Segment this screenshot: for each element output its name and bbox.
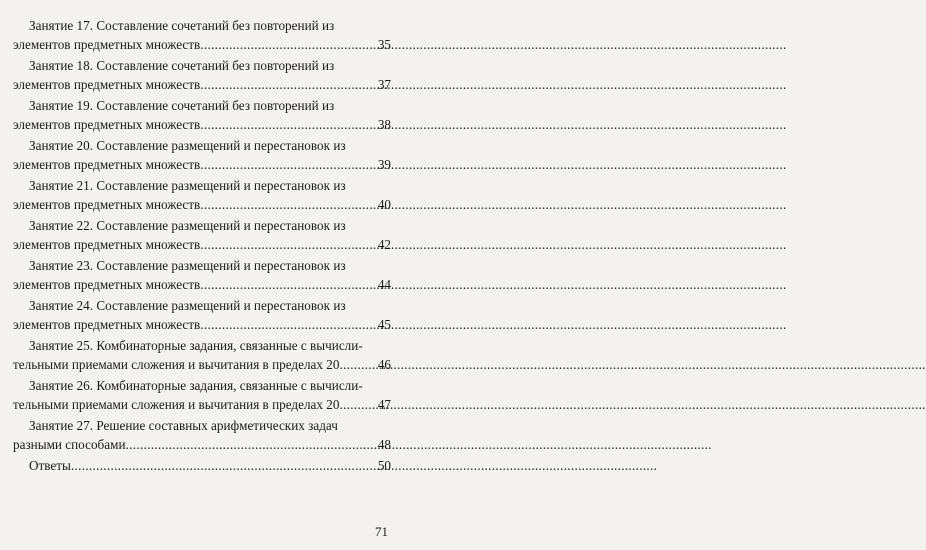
- dot-leader: [200, 276, 377, 295]
- toc-entry-27: [13, 417, 391, 454]
- toc-entry-title: Занятие 27. Решение составных арифметических задач: [29, 418, 338, 433]
- toc-entry-continuation: элементов предметных множеств: [13, 316, 201, 332]
- toc-page-number: 40: [377, 196, 391, 212]
- toc-page-number: 39: [377, 156, 391, 172]
- toc-page-number: 42: [377, 236, 391, 252]
- dot-leader: [200, 236, 377, 255]
- dot-leader: [200, 76, 377, 95]
- toc-entry-19: [13, 97, 391, 134]
- dot-leader: [200, 156, 377, 175]
- toc-entry-continuation: элементов предметных множеств: [13, 196, 201, 212]
- dot-leader: [126, 436, 377, 455]
- toc-entry-title: Занятие 24. Составление размещений и перестановок из: [29, 298, 346, 313]
- toc-page-number: 44: [377, 276, 391, 292]
- toc-page-number: 35: [377, 36, 391, 52]
- toc-page-number: 47: [377, 396, 391, 412]
- toc-entry-18: [13, 57, 391, 94]
- toc-entry-title: Занятие 26. Комбинаторные задания, связанные с вычисли-: [29, 378, 363, 393]
- toc-entry-22: [13, 217, 391, 254]
- toc-entry-23: [13, 257, 391, 294]
- dot-leader: [339, 396, 376, 415]
- page-number: 71: [375, 524, 388, 539]
- toc-entry-continuation: элементов предметных множеств: [13, 76, 201, 92]
- dot-leader: [71, 457, 377, 476]
- toc-entry-20: [13, 137, 391, 174]
- toc-entry-21: [13, 177, 391, 214]
- toc-answers-label: Ответы: [29, 458, 71, 473]
- toc-entry-continuation: тельными приемами сложения и вычитания в пределах 20: [13, 356, 340, 372]
- toc-entry-title: Занятие 20. Составление размещений и перестановок из: [29, 138, 346, 153]
- toc-entry-continuation: тельными приемами сложения и вычитания в пределах 20: [13, 396, 340, 412]
- toc-entry-title: Занятие 23. Составление размещений и перестановок из: [29, 258, 346, 273]
- dot-leader: [200, 36, 377, 55]
- dot-leader: [200, 316, 377, 335]
- toc-entry-24: [13, 297, 391, 334]
- toc-entry-25: [13, 337, 391, 374]
- toc-entry-continuation: элементов предметных множеств: [13, 276, 201, 292]
- toc-entry-title: Занятие 22. Составление размещений и перестановок из: [29, 218, 346, 233]
- toc-entry-title: Занятие 18. Составление сочетаний без повторений из: [29, 58, 335, 73]
- toc-entry-17: [13, 17, 391, 54]
- toc-entry-continuation: элементов предметных множеств: [13, 156, 201, 172]
- table-of-contents: [13, 17, 391, 479]
- toc-entry-title: Занятие 25. Комбинаторные задания, связанные с вычисли-: [29, 338, 363, 353]
- toc-entry-26: [13, 377, 391, 414]
- toc-entry-continuation: элементов предметных множеств: [13, 236, 201, 252]
- toc-page-number: 45: [377, 316, 391, 332]
- toc-page-number: 48: [377, 436, 391, 452]
- toc-entry-title: Занятие 21. Составление размещений и перестановок из: [29, 178, 346, 193]
- dot-leader: [339, 356, 376, 375]
- toc-entry-continuation: элементов предметных множеств: [13, 36, 201, 52]
- toc-entry-continuation: элементов предметных множеств: [13, 116, 201, 132]
- toc-entry-title: Занятие 17. Составление сочетаний без повторений из: [29, 18, 335, 33]
- toc-entry-continuation: разными способами: [13, 436, 126, 452]
- dot-leader: [200, 196, 377, 215]
- toc-page-number: 50: [377, 458, 391, 473]
- toc-page-number: 38: [377, 116, 391, 132]
- toc-entry-answers: [13, 457, 391, 476]
- dot-leader: [200, 116, 377, 135]
- toc-entry-title: Занятие 19. Составление сочетаний без повторений из: [29, 98, 335, 113]
- toc-page-number: 46: [377, 356, 391, 372]
- toc-page-number: 37: [377, 76, 391, 92]
